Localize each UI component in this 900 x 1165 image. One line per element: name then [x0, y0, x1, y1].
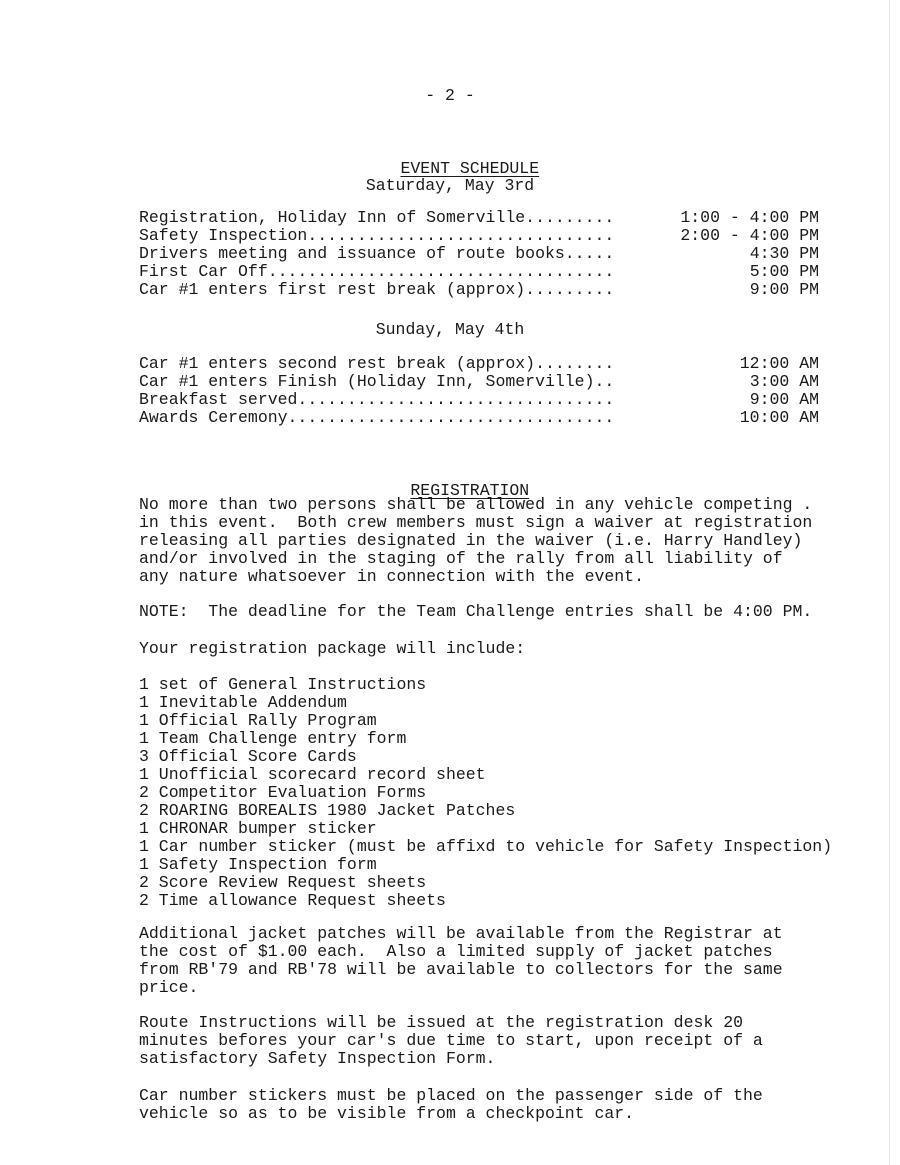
schedule-row — [139, 281, 819, 299]
schedule-label: Drivers meeting and issuance of route books..... — [139, 244, 615, 263]
package-list — [139, 676, 879, 910]
list-item: 2 Competitor Evaluation Forms — [139, 783, 427, 802]
list-item: 2 ROARING BOREALIS 1980 Jacket Patches — [139, 801, 516, 820]
registration-heading-text: REGISTRATION — [410, 481, 530, 500]
page-number: - 2 - — [425, 86, 475, 105]
package-intro — [139, 640, 879, 658]
package-intro-text: Your registration package will include: — [139, 639, 526, 658]
paragraph-line: releasing all parties designated in the waiver (i.e. Harry Handley) — [139, 531, 803, 550]
schedule-label: Safety Inspection............................... — [139, 226, 615, 245]
list-item: 2 Score Review Request sheets — [139, 873, 427, 892]
schedule-row — [139, 391, 819, 409]
schedule-label: Car #1 enters second rest break (approx)........ — [139, 354, 615, 373]
paragraph-line: any nature whatsoever in connection with the event. — [139, 567, 644, 586]
schedule-label: Car #1 enters Finish (Holiday Inn, Somerville).. — [139, 372, 615, 391]
paragraph-line: No more than two persons shall be allowed in any vehicle competing . — [139, 495, 813, 514]
schedule-time: 10:00 AM — [739, 408, 819, 427]
saturday-date: Saturday, May 3rd — [365, 176, 535, 195]
schedule-label: Registration, Holiday Inn of Somerville......... — [139, 208, 615, 227]
schedule-row — [139, 373, 819, 391]
schedule-label: Car #1 enters first rest break (approx)......... — [139, 280, 615, 299]
patches-paragraph — [139, 925, 879, 997]
list-item: 1 Car number sticker (must be affixd to vehicle for Safety Inspection) — [139, 837, 833, 856]
paragraph-line: the cost of $1.00 each. Also a limited supply of jacket patches — [139, 942, 773, 961]
paragraph-line: and/or involved in the staging of the rally from all liability of — [139, 549, 783, 568]
list-item: 1 Inevitable Addendum — [139, 693, 347, 712]
schedule-row — [139, 245, 819, 263]
paragraph-line: price. — [139, 978, 199, 997]
schedule-row — [139, 409, 819, 427]
paragraph-line: minutes befores your car's due time to start, upon receipt of a — [139, 1031, 763, 1050]
schedule-label: Breakfast served................................ — [139, 390, 615, 409]
paragraph-line: from RB'79 and RB'78 will be available to collectors for the same — [139, 960, 783, 979]
schedule-label: Awards Ceremony................................. — [139, 408, 615, 427]
note-text: NOTE: The deadline for the Team Challenge entries shall be 4:00 PM. — [139, 602, 813, 621]
paragraph-line: Additional jacket patches will be available from the Registrar at — [139, 924, 783, 943]
schedule-time: 3:00 AM — [749, 372, 819, 391]
event-schedule-heading-text: EVENT SCHEDULE — [400, 159, 540, 178]
sunday-schedule — [139, 355, 819, 427]
list-item: 1 Safety Inspection form — [139, 855, 377, 874]
list-item: 3 Official Score Cards — [139, 747, 357, 766]
schedule-row — [139, 263, 819, 281]
paragraph-line: vehicle so as to be visible from a checkpoint car. — [139, 1104, 635, 1123]
schedule-row — [139, 209, 819, 227]
list-item: 1 Official Rally Program — [139, 711, 377, 730]
schedule-label: First Car Off................................... — [139, 262, 615, 281]
schedule-row — [139, 227, 819, 245]
list-item: 2 Time allowance Request sheets — [139, 891, 446, 910]
saturday-schedule — [139, 209, 819, 299]
paragraph-line: Car number stickers must be placed on the passenger side of the — [139, 1086, 763, 1105]
waiver-paragraph — [139, 496, 879, 586]
paragraph-line: Route Instructions will be issued at the registration desk 20 — [139, 1013, 743, 1032]
schedule-time: 12:00 AM — [739, 354, 819, 373]
note-line — [139, 603, 879, 621]
schedule-time: 2:00 - 4:00 PM — [680, 226, 819, 245]
paragraph-line: satisfactory Safety Inspection Form. — [139, 1049, 496, 1068]
list-item: 1 set of General Instructions — [139, 675, 427, 694]
schedule-time: 9:00 AM — [749, 390, 819, 409]
schedule-time: 9:00 PM — [749, 280, 819, 299]
sunday-date: Sunday, May 4th — [375, 320, 525, 339]
list-item: 1 Unofficial scorecard record sheet — [139, 765, 486, 784]
schedule-time: 5:00 PM — [749, 262, 819, 281]
list-item: 1 Team Challenge entry form — [139, 729, 407, 748]
schedule-time: 1:00 - 4:00 PM — [680, 208, 819, 227]
stickers-paragraph — [139, 1087, 879, 1123]
paragraph-line: in this event. Both crew members must sign a waiver at registration — [139, 513, 813, 532]
schedule-row — [139, 355, 819, 373]
list-item: 1 CHRONAR bumper sticker — [139, 819, 377, 838]
route-paragraph — [139, 1014, 879, 1068]
schedule-time: 4:30 PM — [749, 244, 819, 263]
